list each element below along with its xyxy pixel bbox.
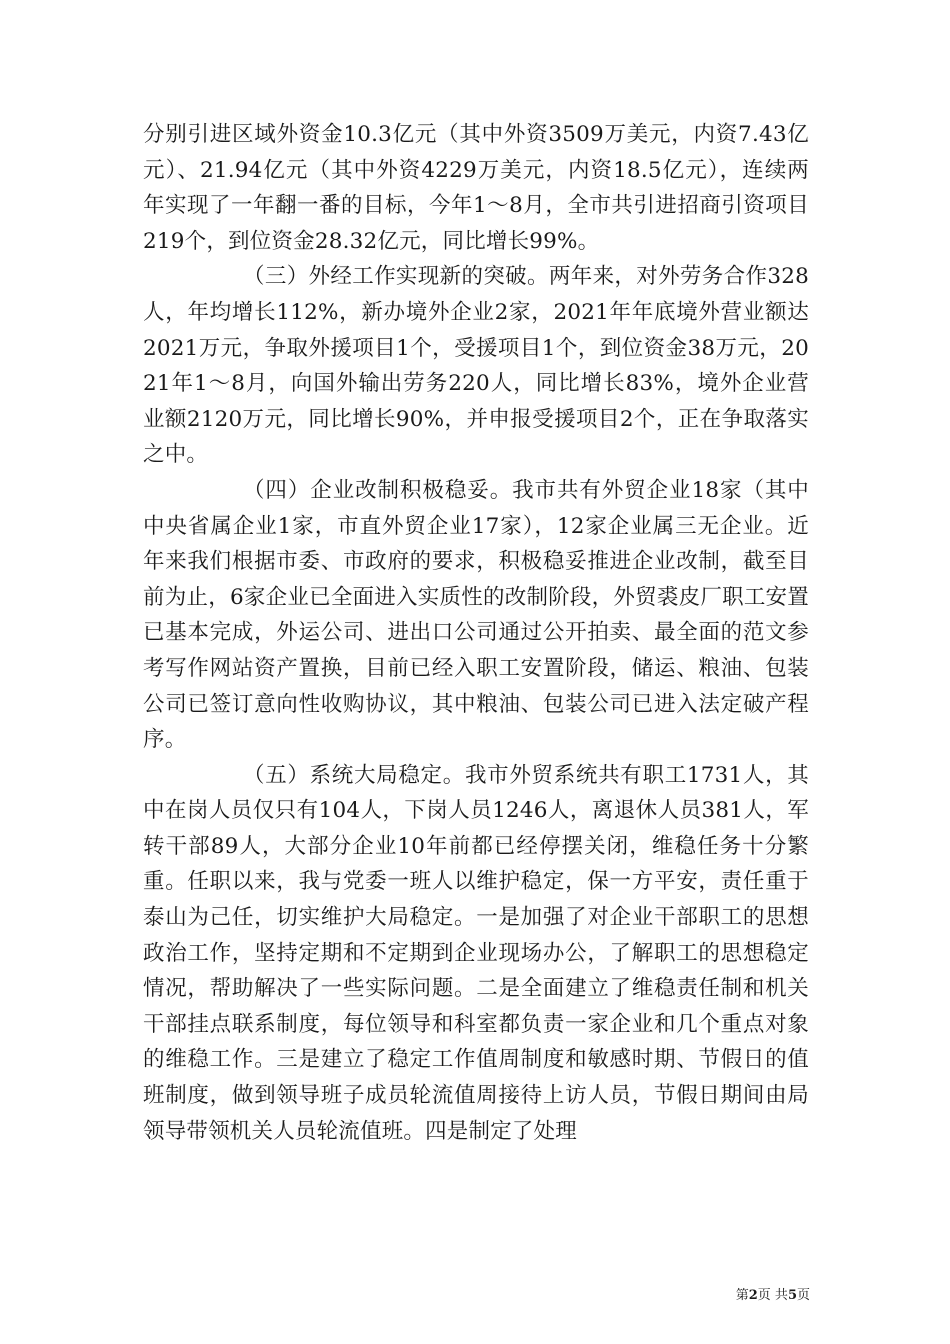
- page-number-footer: [660, 1288, 810, 1304]
- footer-middle: 页 共: [757, 1288, 788, 1303]
- total-page-count: 5: [787, 1288, 797, 1303]
- paragraph-enterprise-reform: （四）企业改制积极稳妥。我市共有外贸企业18家（其中中央省属企业1家，市直外贸企业17家），12家企业属三无企业。近年来我们根据市委、市政府的要求，积极稳妥推进企业改制，截至目前为止，6家企业已全面进入实质性的改制阶段，外贸裘皮厂职工安置已基本完成，外运公司、进出口公司通过公开拍卖、最全面的范文参考写作网站资产置换，目前已经入职工安置阶段，储运、粮油、包装公司已签订意向性收购协议，其中粮油、包装公司已进入法定破产程序。: [143, 477, 809, 753]
- document-body: [143, 117, 809, 1149]
- footer-suffix: 页: [796, 1288, 810, 1303]
- footer-prefix: 第: [735, 1288, 749, 1303]
- paragraph-system-stability: （五）系统大局稳定。我市外贸系统共有职工1731人，其中在岗人员仅只有104人，下岗人员1246人，离退休人员381人，军转干部89人，大部分企业10年前都已经停摆关闭，维稳任务十分繁重。任职以来，我与党委一班人以维护稳定，保一方平安，责任重于泰山为己任，切实维护大局稳定。一是加强了对企业干部职工的思想政治工作，坚持定期和不定期到企业现场办公，了解职工的思想稳定情况，帮助解决了一些实际问题。二是全面建立了维稳责任制和机关干部挂点联系制度，每位领导和科室都负责一家企业和几个重点对象的维稳工作。三是建立了稳定工作值周制度和敏感时期、节假日的值班制度，做到领导班子成员轮流值周接待上访人员，节假日期间由局领导带领机关人员轮流值班。四是制定了处理: [143, 762, 809, 1144]
- current-page-number: 2: [748, 1288, 758, 1303]
- paragraph-foreign-capital: 分别引进区域外资金10.3亿元（其中外资3509万美元，内资7.43亿元）、21.94亿元（其中外资4229万美元，内资18.5亿元），连续两年实现了一年翻一番的目标，今年1～8月，全市共引进招商引资项目219个，到位资金28.32亿元，同比增长99%。: [143, 122, 809, 254]
- paragraph-foreign-economic-work: （三）外经工作实现新的突破。两年来，对外劳务合作328人，年均增长112%，新办境外企业2家，2021年年底境外营业额达2021万元，争取外援项目1个，受援项目1个，到位资金38万元，2021年1～8月，向国外输出劳务220人，同比增长83%，境外企业营业额2120万元，同比增长90%，并申报受援项目2个，正在争取落实之中。: [143, 264, 809, 468]
